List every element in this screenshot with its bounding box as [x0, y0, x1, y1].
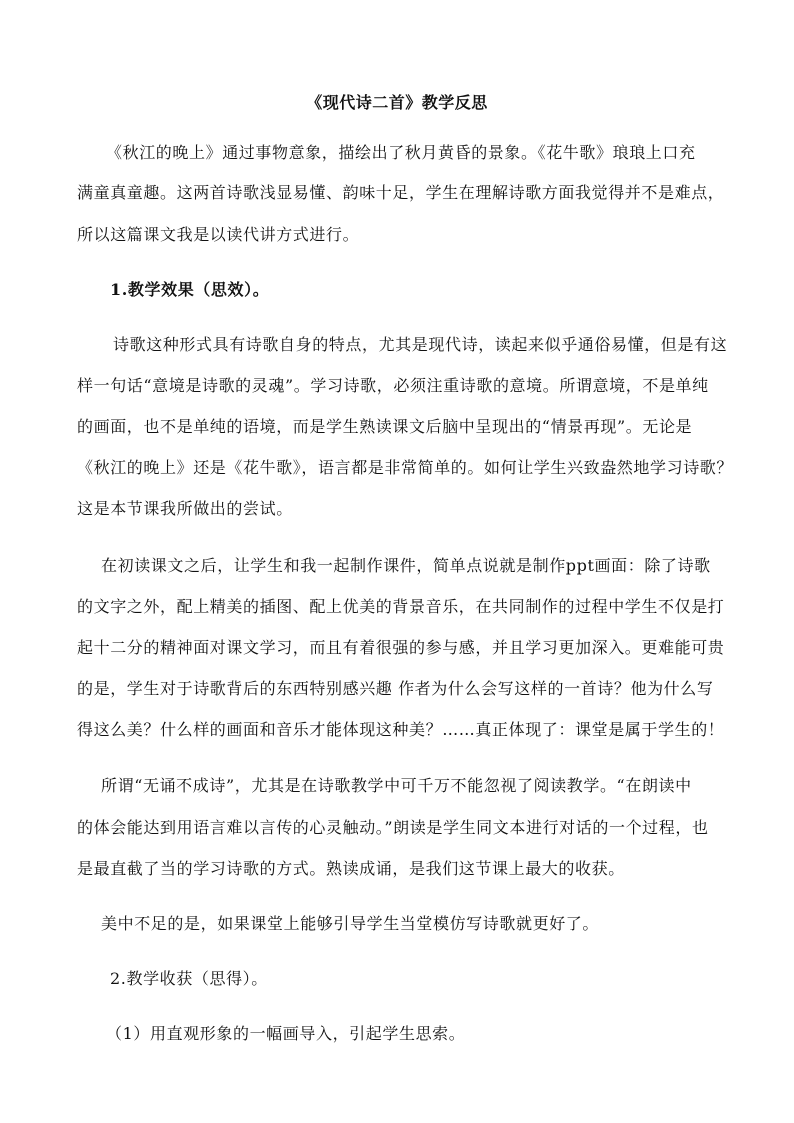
paragraph-line: 的体会能达到用语言难以言传的心灵触动。”朗读是学生同文本进行对话的一个过程，也	[77, 818, 709, 837]
paragraph-line: 所以这篇课文我是以读代讲方式进行。	[77, 225, 360, 244]
page-title: 《现代诗二首》教学反思	[306, 93, 488, 112]
paragraph-line: 的文字之外，配上精美的插图、配上优美的背景音乐，在共同制作的过程中学生不仅是打	[77, 597, 725, 616]
paragraph-line: 这是本节课我所做出的尝试。	[77, 499, 293, 518]
paragraph-line: 诗歌这种形式具有诗歌自身的特点，尤其是现代诗，读起来似乎通俗易懂，但是有这	[113, 335, 728, 354]
paragraph-line: 在初读课文之后，让学生和我一起制作课件，简单点说就是制作ppt画面：除了诗歌	[101, 556, 711, 575]
paragraph-line: 《秋江的晚上》还是《花牛歌》，语言都是非常简单的。如何让学生兴致盎然地学习诗歌？	[77, 458, 734, 477]
section-heading: 1.教学效果（思效）。	[110, 280, 270, 299]
paragraph-line: 是最直截了当的学习诗歌的方式。熟读成诵，是我们这节课上最大的收获。	[77, 859, 625, 878]
section-heading: 2.教学收获（思得）。	[110, 969, 268, 988]
list-item: （1）用直观形象的一幅画导入，引起学生思索。	[106, 1024, 466, 1043]
paragraph-line: 满童真童趣。这两首诗歌浅显易懂、韵味十足，学生在理解诗歌方面我觉得并不是难点，	[77, 183, 725, 202]
paragraph-line: 美中不足的是，如果课堂上能够引导学生当堂模仿写诗歌就更好了。	[101, 914, 600, 933]
paragraph-line: 得这么美？什么样的画面和音乐才能体现这种美？……真正体现了：课堂是属于学生的！	[77, 720, 725, 739]
paragraph-line: 所谓“无诵不成诗”，尤其是在诗歌教学中可千万不能忽视了阅读教学。“在朗读中	[101, 776, 692, 795]
paragraph-line: 起十二分的精神面对课文学习，而且有着很强的参与感，并且学习更加深入。更难能可贵	[77, 638, 725, 657]
paragraph-line: 《秋江的晚上》通过事物意象，描绘出了秋月黄昏的景象。《花牛歌》琅琅上口充	[106, 143, 696, 162]
paragraph-line: 的画面，也不是单纯的语境，而是学生熟读课文后脑中呈现出的“情景再现”。无论是	[77, 417, 693, 436]
paragraph-line: 样一句话“意境是诗歌的灵魂”。学习诗歌，必须注重诗歌的意境。所谓意境，不是单纯	[77, 376, 709, 395]
paragraph-line: 的是，学生对于诗歌背后的东西特别感兴趣 作者为什么会写这样的一首诗？他为什么写	[77, 679, 714, 698]
